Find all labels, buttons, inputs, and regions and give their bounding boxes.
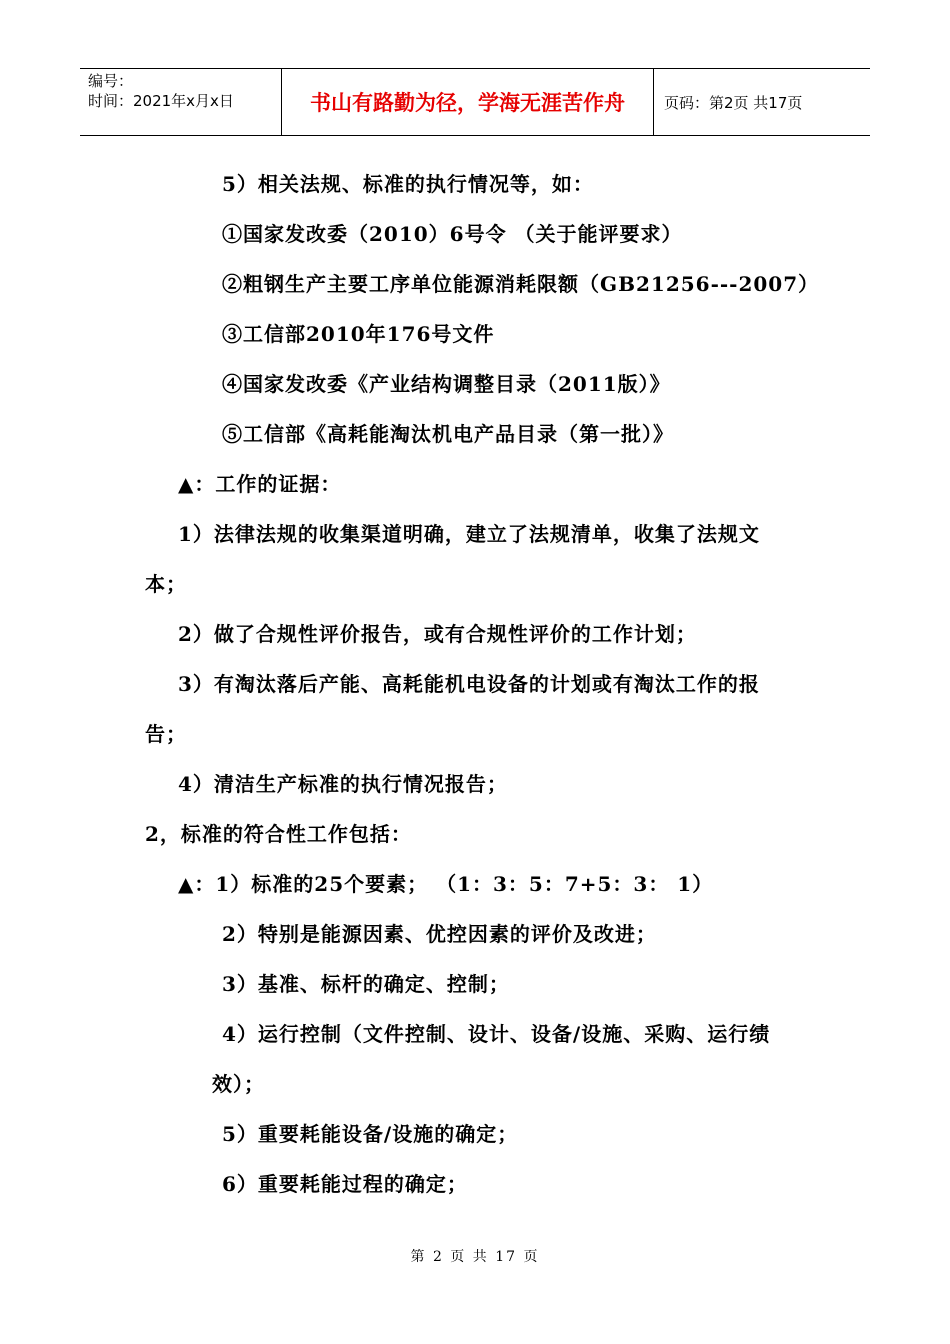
text-line: ②粗钢生产主要工序单位能源消耗限额（GB21256---2007） [222,272,820,296]
page-footer: 第 2 页 共 17 页 [410,1249,540,1265]
text-line: 本； [145,572,187,596]
text-line: ④国家发改委《产业结构调整目录（2011版）》 [222,372,671,396]
text-line: 4）运行控制（文件控制、设计、设备/设施、采购、运行绩 [222,1022,771,1046]
text-line: ①国家发改委（2010）6号令 （关于能评要求） [222,222,683,246]
text-line: 5）重要耗能设备/设施的确定； [222,1122,519,1146]
header-meta [80,69,282,135]
text-line: 效）； [212,1072,265,1096]
text-line: 1）法律法规的收集渠道明确，建立了法规清单，收集了法规文 [178,522,760,546]
text-line: 3）基准、标杆的确定、控制； [222,972,510,996]
document-time: 时间：2021年x月x日 [88,92,234,110]
motto-text: 书山有路勤为径，学海无涯苦作舟 [310,91,625,115]
document-number: 编号： [88,72,134,90]
text-line: 6）重要耗能过程的确定； [222,1172,468,1196]
text-line: 2）做了合规性评价报告，或有合规性评价的工作计划； [178,622,697,646]
section-heading: ▲：工作的证据： [178,472,342,496]
text-line: 5）相关法规、标准的执行情况等，如： [222,172,594,196]
text-line: ▲：1）标准的25个要素； （1：3：5：7+5：3： 1） [178,872,714,896]
text-line: ③工信部2010年176号文件 [222,322,495,346]
text-line: 2）特别是能源因素、优控因素的评价及改进； [222,922,657,946]
text-line: 3）有淘汰落后产能、高耗能机电设备的计划或有淘汰工作的报 [178,672,760,696]
text-line: 告； [145,722,187,746]
header-page-info [654,69,870,135]
page-header [80,68,870,136]
text-line: ⑤工信部《高耗能淘汰机电产品目录（第一批）》 [222,422,674,446]
header-motto [282,69,654,135]
page-indicator: 页码：第2页 共17页 [664,93,803,112]
text-line: 4）清洁生产标准的执行情况报告； [178,772,508,796]
section-heading: 2，标准的符合性工作包括： [145,822,412,846]
